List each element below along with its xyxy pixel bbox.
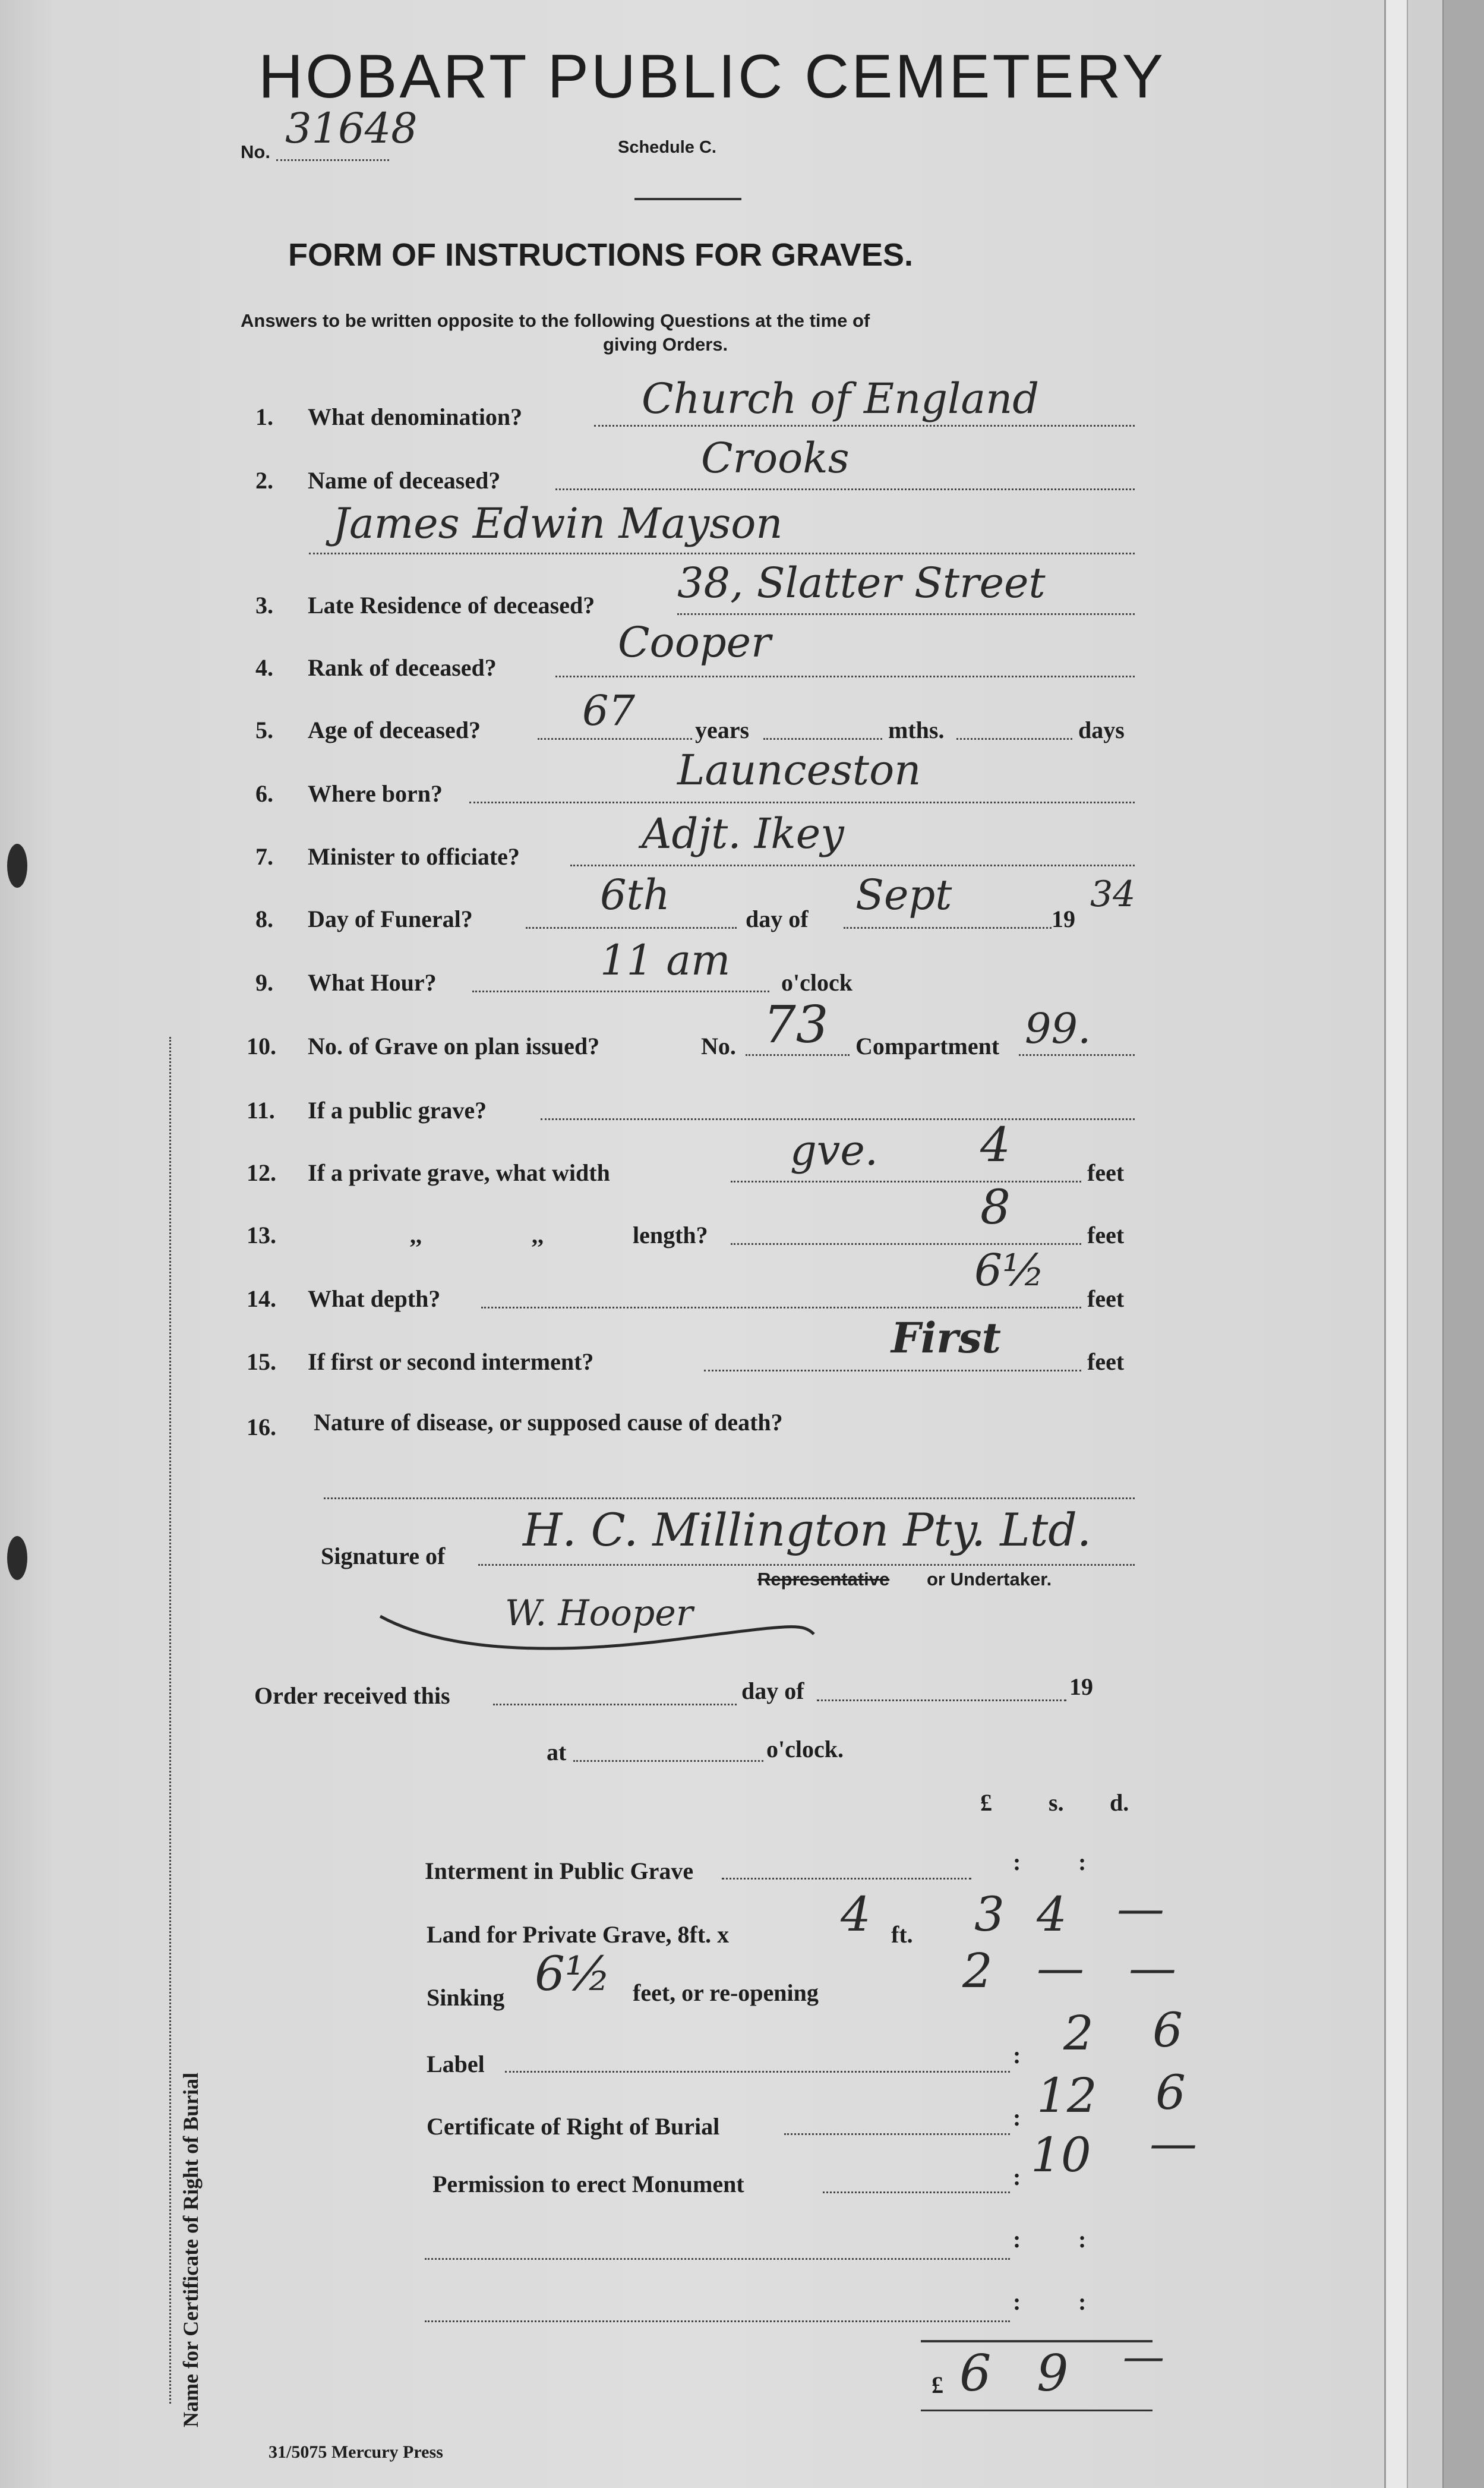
fee-pounds: 2 (962, 1943, 993, 1998)
number-label: No. (241, 141, 270, 162)
signature-second: W. Hooper (505, 1593, 693, 1634)
answer-line (309, 553, 1135, 554)
question-label: What Hour? (308, 969, 437, 996)
unit-label: feet (1087, 1348, 1125, 1375)
answer-birthplace: Launceston (677, 746, 921, 794)
question-number: 9. (255, 969, 273, 996)
answer-line (731, 1181, 1081, 1182)
question-number: 14. (247, 1285, 276, 1312)
question-label: If a public grave? (308, 1097, 487, 1124)
answer-denomination: Church of England (642, 374, 1040, 423)
fee-shillings: 4 (1037, 1887, 1067, 1942)
grave-no-label: No. (701, 1033, 736, 1059)
answer-line (493, 1704, 737, 1705)
fee-pence: — (1117, 1881, 1164, 1936)
answer-surname: Crooks (701, 434, 850, 483)
fee-label: Sinking (427, 1984, 505, 2011)
total-underline (921, 2410, 1153, 2411)
side-label-certificate: Name for Certificate of Right of Burial (179, 2072, 203, 2427)
fee-shillings: 10 (1031, 2127, 1091, 2183)
fee-label: Land for Private Grave, 8ft. x (427, 1921, 730, 1948)
fee-shillings: 2 (1063, 2005, 1094, 2061)
instructions-text: giving Orders. (603, 334, 728, 355)
years-label: years (695, 717, 750, 743)
undertaker-label: or Undertaker. (927, 1569, 1052, 1590)
question-number: 6. (255, 780, 273, 807)
answer-residence: 38, Slatter Street (677, 559, 1046, 607)
answer-given-names: James Edwin Mayson (333, 499, 783, 548)
order-oclock-label: o'clock. (766, 1736, 844, 1762)
struck-representative: Representative (757, 1569, 890, 1590)
page-edge (1384, 0, 1409, 2488)
question-number: 3. (255, 592, 273, 619)
ditto-mark: ,, (410, 1222, 422, 1248)
answer-line (555, 676, 1135, 677)
answer-compartment: 99. (1025, 1004, 1091, 1053)
answer-line (555, 488, 1135, 490)
punch-hole (7, 1536, 27, 1580)
answer-line (677, 613, 1135, 615)
unit-label: feet (1087, 1222, 1125, 1248)
question-label: Nature of disease, or supposed cause of death? (314, 1409, 783, 1436)
question-number: 11. (247, 1097, 275, 1124)
question-label: Minister to officiate? (308, 843, 520, 870)
answer-funeral-month: Sept (855, 871, 952, 919)
question-number: 16. (247, 1414, 276, 1440)
total-shillings: 9 (1037, 2344, 1069, 2402)
pence-header: d. (1110, 1789, 1129, 1816)
total-rule (921, 2340, 1153, 2342)
answer-minister: Adjt. Ikey (642, 809, 844, 858)
fee-pence: 6 (1153, 2003, 1183, 2058)
answer-length: 8 (980, 1180, 1011, 1235)
form-title: FORM OF INSTRUCTIONS FOR GRAVES. (288, 237, 913, 273)
question-label: If first or second interment? (308, 1348, 594, 1375)
order-day-of-label: day of (741, 1677, 804, 1704)
total-pence: — (1123, 2332, 1164, 2381)
compartment-label: Compartment (855, 1033, 1000, 1059)
punch-hole (7, 844, 27, 888)
page-edge (1442, 0, 1484, 2488)
question-label: Day of Funeral? (308, 906, 473, 932)
fee-line (823, 2191, 1010, 2193)
question-label: No. of Grave on plan issued? (308, 1033, 600, 1059)
answer-interment: First (891, 1313, 1001, 1363)
fee-line (784, 2133, 1010, 2135)
fee-label: Interment in Public Grave (425, 1858, 694, 1884)
answer-width-note: gve. (790, 1126, 879, 1175)
question-label: Name of deceased? (308, 467, 501, 494)
answer-line (526, 927, 737, 929)
answer-line (541, 1118, 1135, 1120)
fee-label: Certificate of Right of Burial (427, 2113, 720, 2140)
question-label: Rank of deceased? (308, 654, 497, 681)
question-number: 7. (255, 843, 273, 870)
answer-line (538, 738, 692, 740)
oclock-label: o'clock (781, 969, 852, 996)
schedule-label: Schedule C. (618, 138, 716, 157)
answer-line (956, 738, 1072, 740)
fee-pence: — (1129, 1940, 1176, 1995)
answer-line (324, 1497, 1135, 1499)
fee-shillings: 12 (1037, 2068, 1097, 2123)
answer-line (763, 738, 882, 740)
answer-funeral-year: 34 (1090, 874, 1136, 915)
fee-line (505, 2071, 1010, 2073)
answer-line (570, 865, 1135, 866)
fee-line (425, 2320, 1010, 2322)
question-label: If a private grave, what width (308, 1159, 610, 1186)
question-number: 5. (255, 717, 273, 743)
unit-label: feet (1087, 1285, 1125, 1312)
answer-line (594, 425, 1135, 427)
order-at-label: at (547, 1739, 567, 1765)
question-label: What denomination? (308, 403, 523, 430)
fee-line (425, 2258, 1010, 2260)
days-label: days (1078, 717, 1125, 743)
number-line (276, 159, 389, 161)
question-label: Where born? (308, 780, 443, 807)
question-label: What depth? (308, 1285, 441, 1312)
answer-funeral-day: 6th (600, 871, 670, 919)
page-edge (1407, 0, 1444, 2488)
question-label: length? (633, 1222, 708, 1248)
fee-label: Permission to erect Monument (432, 2171, 744, 2197)
answer-grave-number: 73 (763, 995, 829, 1055)
question-number: 13. (247, 1222, 276, 1248)
ditto-mark: ,, (532, 1222, 544, 1248)
shillings-header: s. (1049, 1789, 1064, 1816)
fee-label: ft. (891, 1921, 913, 1948)
question-number: 10. (247, 1033, 276, 1059)
day-of-label: day of (746, 906, 809, 932)
pounds-header: £ (980, 1789, 992, 1816)
signature-line (478, 1564, 1135, 1566)
answer-rank: Cooper (618, 618, 771, 667)
unit-label: feet (1087, 1159, 1125, 1186)
fee-pounds: 3 (974, 1887, 1005, 1942)
question-label: Age of deceased? (308, 717, 481, 743)
question-number: 4. (255, 654, 273, 681)
answer-line (481, 1307, 1081, 1308)
fee-grave-width: 4 (841, 1887, 871, 1942)
answer-line (469, 802, 1135, 803)
fee-pence: — (1150, 2115, 1197, 2171)
question-number: 2. (255, 467, 273, 494)
question-number: 1. (255, 403, 273, 430)
signature-flourish (374, 1598, 826, 1664)
form-number: 31648 (285, 104, 418, 153)
answer-age: 67 (582, 686, 636, 735)
question-number: 12. (247, 1159, 276, 1186)
total-pound-symbol: £ (932, 2372, 943, 2398)
fee-label: feet, or re-opening (633, 1979, 819, 2006)
fee-pence: 6 (1155, 2065, 1186, 2120)
months-label: mths. (888, 717, 945, 743)
order-year-label: 19 (1069, 1673, 1093, 1700)
fee-shillings: — (1037, 1940, 1084, 1995)
answer-depth: 6½ (974, 1245, 1045, 1296)
answer-width: 4 (980, 1117, 1011, 1172)
fee-line (722, 1878, 971, 1880)
total-pounds: 6 (959, 2344, 992, 2402)
side-dotted-line (169, 1037, 171, 2404)
question-number: 8. (255, 906, 273, 932)
question-number: 15. (247, 1348, 276, 1375)
answer-line (573, 1760, 763, 1762)
question-label: Late Residence of deceased? (308, 592, 595, 619)
answer-hour: 11 am (600, 936, 731, 985)
answer-line (817, 1699, 1066, 1701)
divider (634, 198, 741, 200)
signature-undertaker: H. C. Millington Pty. Ltd. (523, 1503, 1092, 1556)
answer-line (704, 1370, 1081, 1371)
fee-sinking-depth: 6½ (535, 1946, 611, 2001)
fee-label: Label (427, 2051, 485, 2077)
instructions-text: Answers to be written opposite to the following Questions at the time of (241, 310, 870, 331)
answer-line (472, 991, 769, 992)
answer-line (1019, 1054, 1135, 1056)
order-received-label: Order received this (254, 1682, 450, 1709)
signature-label: Signature of (321, 1543, 446, 1569)
year-prefix: 19 (1052, 906, 1075, 932)
printer-footer: 31/5075 Mercury Press (269, 2442, 443, 2462)
answer-line (844, 927, 1052, 929)
page-title: HOBART PUBLIC CEMETERY (258, 42, 1166, 111)
